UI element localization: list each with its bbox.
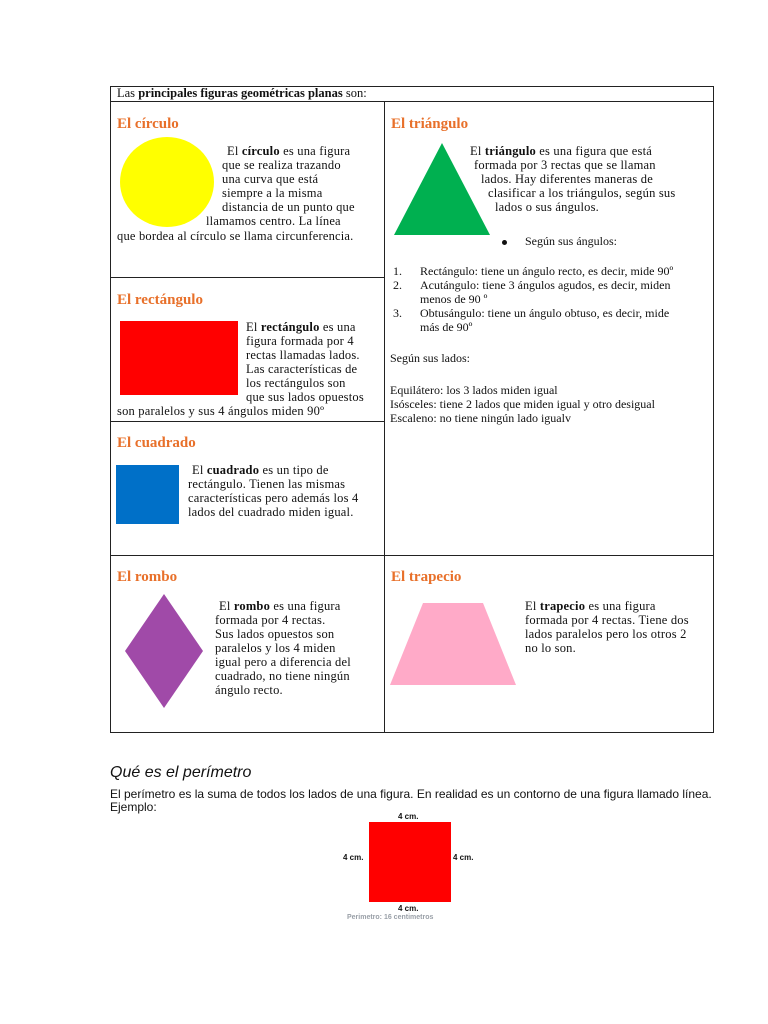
square-line: lados del cuadrado miden igual. [188,505,354,519]
square-line: es un tipo de [262,463,329,477]
list-number: 3. [393,306,402,320]
circle-line: que bordea al círculo se llama circunferencia. [117,229,354,243]
circle-text [222,144,382,214]
pink-trapezoid [390,603,516,685]
table-caption [117,86,367,101]
circle-line: es una figura [283,144,351,158]
rhombus-keyword: rombo [233,599,271,613]
perimeter-heading: Qué es el perímetro [110,764,252,781]
caption-pre: Las [117,86,139,100]
list-text: más de 90º [420,320,473,334]
circle-line: llamamos centro. La línea [206,214,341,228]
trapezoid-line: lados paralelos pero los otros 2 [525,627,687,641]
caption-post: son: [342,86,367,100]
circle-pre: El [227,144,242,158]
rectangle-title: El rectángulo [117,292,203,308]
perimeter-caption: Perimetro: 16 centimetros [347,914,434,921]
rhombus-line: es una figura [273,599,341,613]
purple-rhombus [125,594,203,708]
rectangle-line [246,320,384,334]
rectangle-pre: El [246,320,261,334]
list-item [393,278,711,306]
trapezoid-pre: El [525,599,540,613]
list-item [393,306,711,334]
rectangle-line: figura formada por 4 [246,334,354,348]
trapezoid-text [525,599,711,655]
rectangle-text [246,320,384,404]
rhombus-line: Sus lados opuestos son [215,627,335,641]
list-text: Rectángulo: tiene un ángulo recto, es decir, mide 90º [420,264,674,278]
list-item: Isósceles: tiene 2 lados que miden igual y otro desigual [390,397,655,411]
sides-list [390,383,710,425]
triangle-line: lados o sus ángulos. [495,200,599,214]
square-line [188,463,383,477]
rhombus-line: paralelos y los 4 miden [215,641,336,655]
circle-shape [118,136,216,228]
trapezoid-line [525,599,711,613]
trapezoid-keyword: trapecio [539,599,586,613]
triangle-text [470,144,710,214]
trapezoid-line: formada por 4 rectas. Tiene dos [525,613,689,627]
list-number: 1. [393,264,402,278]
table-divider [110,421,384,422]
angle-list [393,264,711,334]
triangle-line [470,144,710,158]
triangle-pre: El [470,144,485,158]
circle-title: El círculo [117,116,179,132]
rectangle-line: rectas llamadas lados. [246,348,360,362]
list-text: Obtusángulo: tiene un ángulo obtuso, es decir, mide [420,306,670,320]
perimeter-line: El perímetro es la suma de todos los lados de una figura. En realidad es un contorno de una figura llamado línea. [110,787,712,801]
circle-line [222,144,382,158]
example-figure [340,808,480,926]
label-top: 4 cm. [398,812,419,821]
rectangle-keyword: rectángulo [260,320,320,334]
table-divider [384,101,385,733]
label-right: 4 cm. [453,853,474,862]
perimeter-line: Ejemplo: [110,800,157,814]
rhombus-line: cuadrado, no tiene ningún [215,669,350,683]
circle-line: siempre a la misma [222,186,323,200]
rectangle-line: es una [322,320,356,334]
triangle-keyword: triángulo [484,144,536,158]
table-divider [110,555,714,556]
table-divider [110,101,714,102]
red-rectangle [120,321,238,395]
list-number: 2. [393,278,402,292]
square-line: características pero además los 4 [188,491,359,505]
bullet-icon [502,240,507,245]
triangle-line: formada por 3 rectas que se llaman [474,158,656,172]
list-text: menos de 90 º [420,292,488,306]
square-text [188,463,383,519]
rhombus-title: El rombo [117,569,178,585]
rhombus-line: igual pero a diferencia del [215,655,351,669]
rhombus-line [215,599,383,613]
triangle-line: lados. Hay diferentes maneras de [481,172,653,186]
rhombus-shape [124,593,204,709]
rhombus-line: formada por 4 rectas. [215,613,326,627]
list-item: Escaleno: no tiene ningún lado igualv [390,411,571,425]
trapezoid-shape [389,602,517,686]
list-item [393,264,711,278]
square-pre: El [192,463,207,477]
rhombus-pre: El [219,599,234,613]
list-item: Equilátero: los 3 lados miden igual [390,383,558,397]
rectangle-line: Las características de [246,362,358,376]
trapezoid-line: no lo son. [525,641,576,655]
circle-line: una curva que está [222,172,319,186]
triangle-line: clasificar a los triángulos, según sus [488,186,676,200]
square-title: El cuadrado [117,435,196,451]
square-line: rectángulo. Tienen las mismas [188,477,346,491]
caption-bold: principales figuras geométricas planas [138,86,343,100]
list-text: Acutángulo: tiene 3 ángulos agudos, es decir, miden [420,278,671,292]
rhombus-text [215,599,383,697]
blue-square [116,465,179,524]
trapezoid-line: es una figura [588,599,656,613]
table-divider [110,277,384,278]
label-bottom: 4 cm. [398,904,419,913]
triangle-title: El triángulo [391,116,469,132]
rhombus-line: ángulo recto. [215,683,283,697]
yellow-circle [120,137,214,227]
rectangle-line: son paralelos y sus 4 ángulos miden 90º [117,404,325,418]
bullet-item [502,234,617,248]
square-keyword: cuadrado [206,463,260,477]
circle-keyword: círculo [241,144,280,158]
angles-heading: Según sus ángulos: [525,234,618,248]
triangle-line: es una figura que está [539,144,652,158]
circle-line: distancia de un punto que [222,200,355,214]
label-left: 4 cm. [343,853,364,862]
sides-heading: Según sus lados: [390,351,471,365]
rectangle-line: que sus lados opuestos [246,390,364,404]
circle-line: que se realiza trazando [222,158,341,172]
trapezoid-title: El trapecio [391,569,462,585]
rectangle-line: los rectángulos son [246,376,346,390]
red-square [369,822,451,902]
